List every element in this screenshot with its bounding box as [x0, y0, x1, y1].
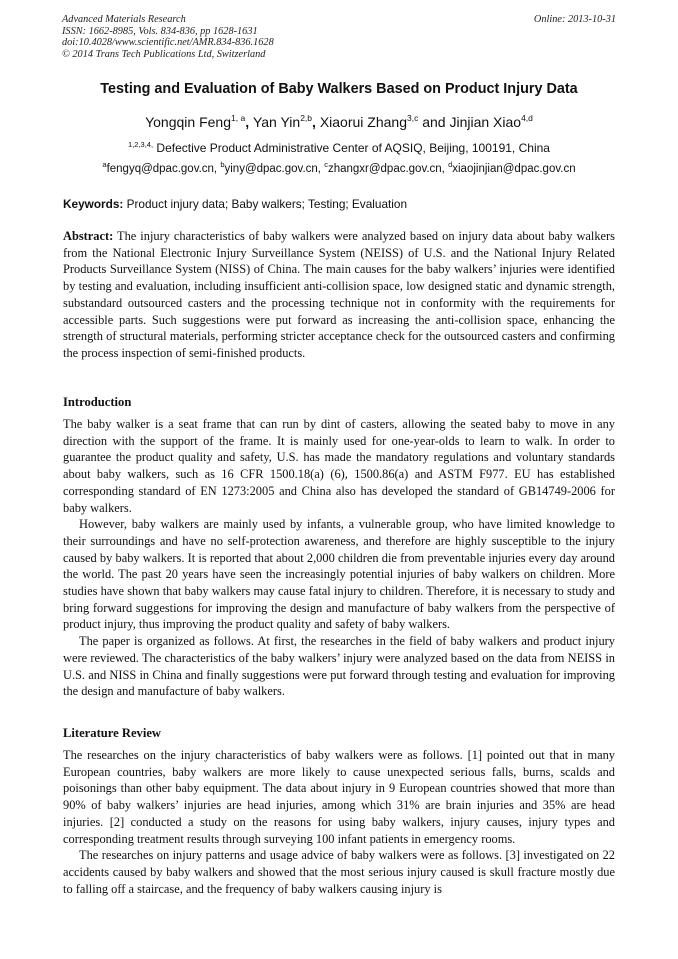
email-superscript: c: [324, 160, 328, 169]
author-superscript: 3,c: [406, 113, 419, 123]
literature-review-body: [63, 747, 615, 897]
copyright-line: © 2014 Trans Tech Publications Ltd, Switzerland: [62, 48, 266, 60]
author-superscript: 2,b: [300, 113, 313, 123]
introduction-body: [63, 416, 615, 700]
abstract-label: Abstract:: [63, 229, 114, 243]
paragraph: The baby walker is a seat frame that can run by dint of casters, allowing the seated baby to move in any direction with the support of the frame. It is mainly used for one-year-olds to learn to walk. In order to guarantee the product quality and safety, U.S. has made the mandatory regulations and voluntary standards about baby walkers, such as 16 CFR 1500.18(a) (6), 1500.86(a) and ASTM F977. EU has established corresponding standard of EN 1273:2005 and China also has developed the standard of GB14749-2006 for baby walkers.: [63, 417, 615, 515]
paragraph: The researches on the injury characteristics of baby walkers were as follows. [1] pointed out that in many European countries, baby walkers are more likely to cause unexpected serious falls, burns, scalds and poisonings than other baby equipment. The data about injury in 9 European countries showed that more than 90% of baby walkers’ injuries are head injuries, among which 31% are brain injuries and 35% are head injuries. [2] conducted a study on the reasons for using baby walkers, injury causes, injury types and corresponding treatment results through surveying 100 infant patients in emergency rooms.: [63, 748, 615, 846]
issn-line: ISSN: 1662-8985, Vols. 834-836, pp 1628-1631: [62, 25, 258, 37]
paper-title: Testing and Evaluation of Baby Walkers Based on Product Injury Data: [100, 81, 578, 97]
abstract-paragraph: [63, 228, 615, 362]
doi-line: doi:10.4028/www.scientific.net/AMR.834-836.1628: [62, 37, 274, 48]
author-conjunction: and: [418, 114, 450, 130]
journal-name: Advanced Materials Research: [62, 14, 186, 25]
author-superscript: 4,d: [521, 113, 533, 123]
author-name: Yongqin Feng: [145, 114, 231, 130]
keywords-text: Product injury data; Baby walkers; Testing; Evaluation: [123, 197, 408, 211]
online-date: Online: 2013-10-31: [533, 14, 616, 25]
affiliation: [40, 140, 638, 155]
author-name: Xiaorui Zhang: [319, 114, 407, 130]
email-address: yiny@dpac.gov.cn,: [224, 163, 325, 175]
keywords-label: Keywords:: [63, 197, 124, 211]
email-superscript: d: [448, 160, 453, 169]
author-name: Jinjian Xiao: [449, 114, 522, 130]
email-list: [40, 160, 638, 175]
paragraph: However, baby walkers are mainly used by infants, a vulnerable group, who have limited knowledge to their surroundings and have no self-protection awareness, and therefore are highly susceptible to the injury caused by baby walkers. It is reported that about 2,000 children die from preventable injuries every day around the world. The past 20 years have seen the increasingly potential injuries of baby walkers on children. More studies have shown that baby walkers may cause fatal injury to children. Therefore, it is necessary to study and bring forward suggestions for improving the design and manufacture of baby walkers from the perspective of product injury, thus improving the product quality and safety of baby walkers.: [63, 517, 615, 632]
email-address: zhangxr@dpac.gov.cn,: [327, 163, 449, 175]
author-separator: ,: [245, 114, 253, 130]
author-name: Yan Yin: [252, 114, 301, 130]
affiliation-text: Defective Product Administrative Center of AQSIQ, Beijing, 100191, China: [153, 141, 550, 155]
paragraph: The researches on injury patterns and usage advice of baby walkers were as follows. [3] investigated on 22 accidents caused by baby walkers and showed that the most serious injury caused is skull fracture mostly due to falling off a staircase, and the frequency of baby walkers causing injury is: [63, 848, 615, 896]
keywords: [63, 197, 618, 211]
journal-header: [62, 14, 616, 60]
author-list: [40, 113, 638, 130]
introduction-heading: Introduction: [63, 395, 132, 409]
abstract: [63, 228, 615, 362]
paragraph: The paper is organized as follows. At first, the researches in the field of baby walkers and product injury were reviewed. The characteristics of the baby walkers’ injury were analyzed based on the data from NEISS in U.S. and NISS in China and finally suggestions were put forward through testing and evaluation for improving the design and manufacture of baby walkers.: [63, 634, 615, 699]
email-superscript: a: [102, 160, 107, 169]
affiliation-superscript: 1,2,3,4,: [128, 140, 154, 149]
literature-review-heading: Literature Review: [63, 726, 162, 740]
email-address: xiaojinjian@dpac.gov.cn: [452, 163, 576, 175]
email-address: fengyq@dpac.gov.cn,: [106, 163, 221, 175]
author-superscript: 1, a: [231, 113, 246, 123]
author-separator: ,: [312, 114, 320, 130]
email-superscript: b: [220, 160, 225, 169]
abstract-text: The injury characteristics of baby walkers were analyzed based on injury data about baby walkers from the National Electronic Injury Surveillance System (NEISS) of U.S. and the National Injury Related Products Surveillance System (NISS) of China. The main causes for the baby walkers’ injuries were identified by testing and evaluation, including insufficient anti-collision space, low designed static and dynamic strength, substandard outsourced casters and the processing technique not in conformity with the requirements for accessible parts. Such suggestions were put forward as increasing the anti-collision space, enhancing the strength of structural materials, performing stricter acceptance check for the outsourced casters and confirming the process inspection of semi-finished products.: [63, 229, 615, 360]
